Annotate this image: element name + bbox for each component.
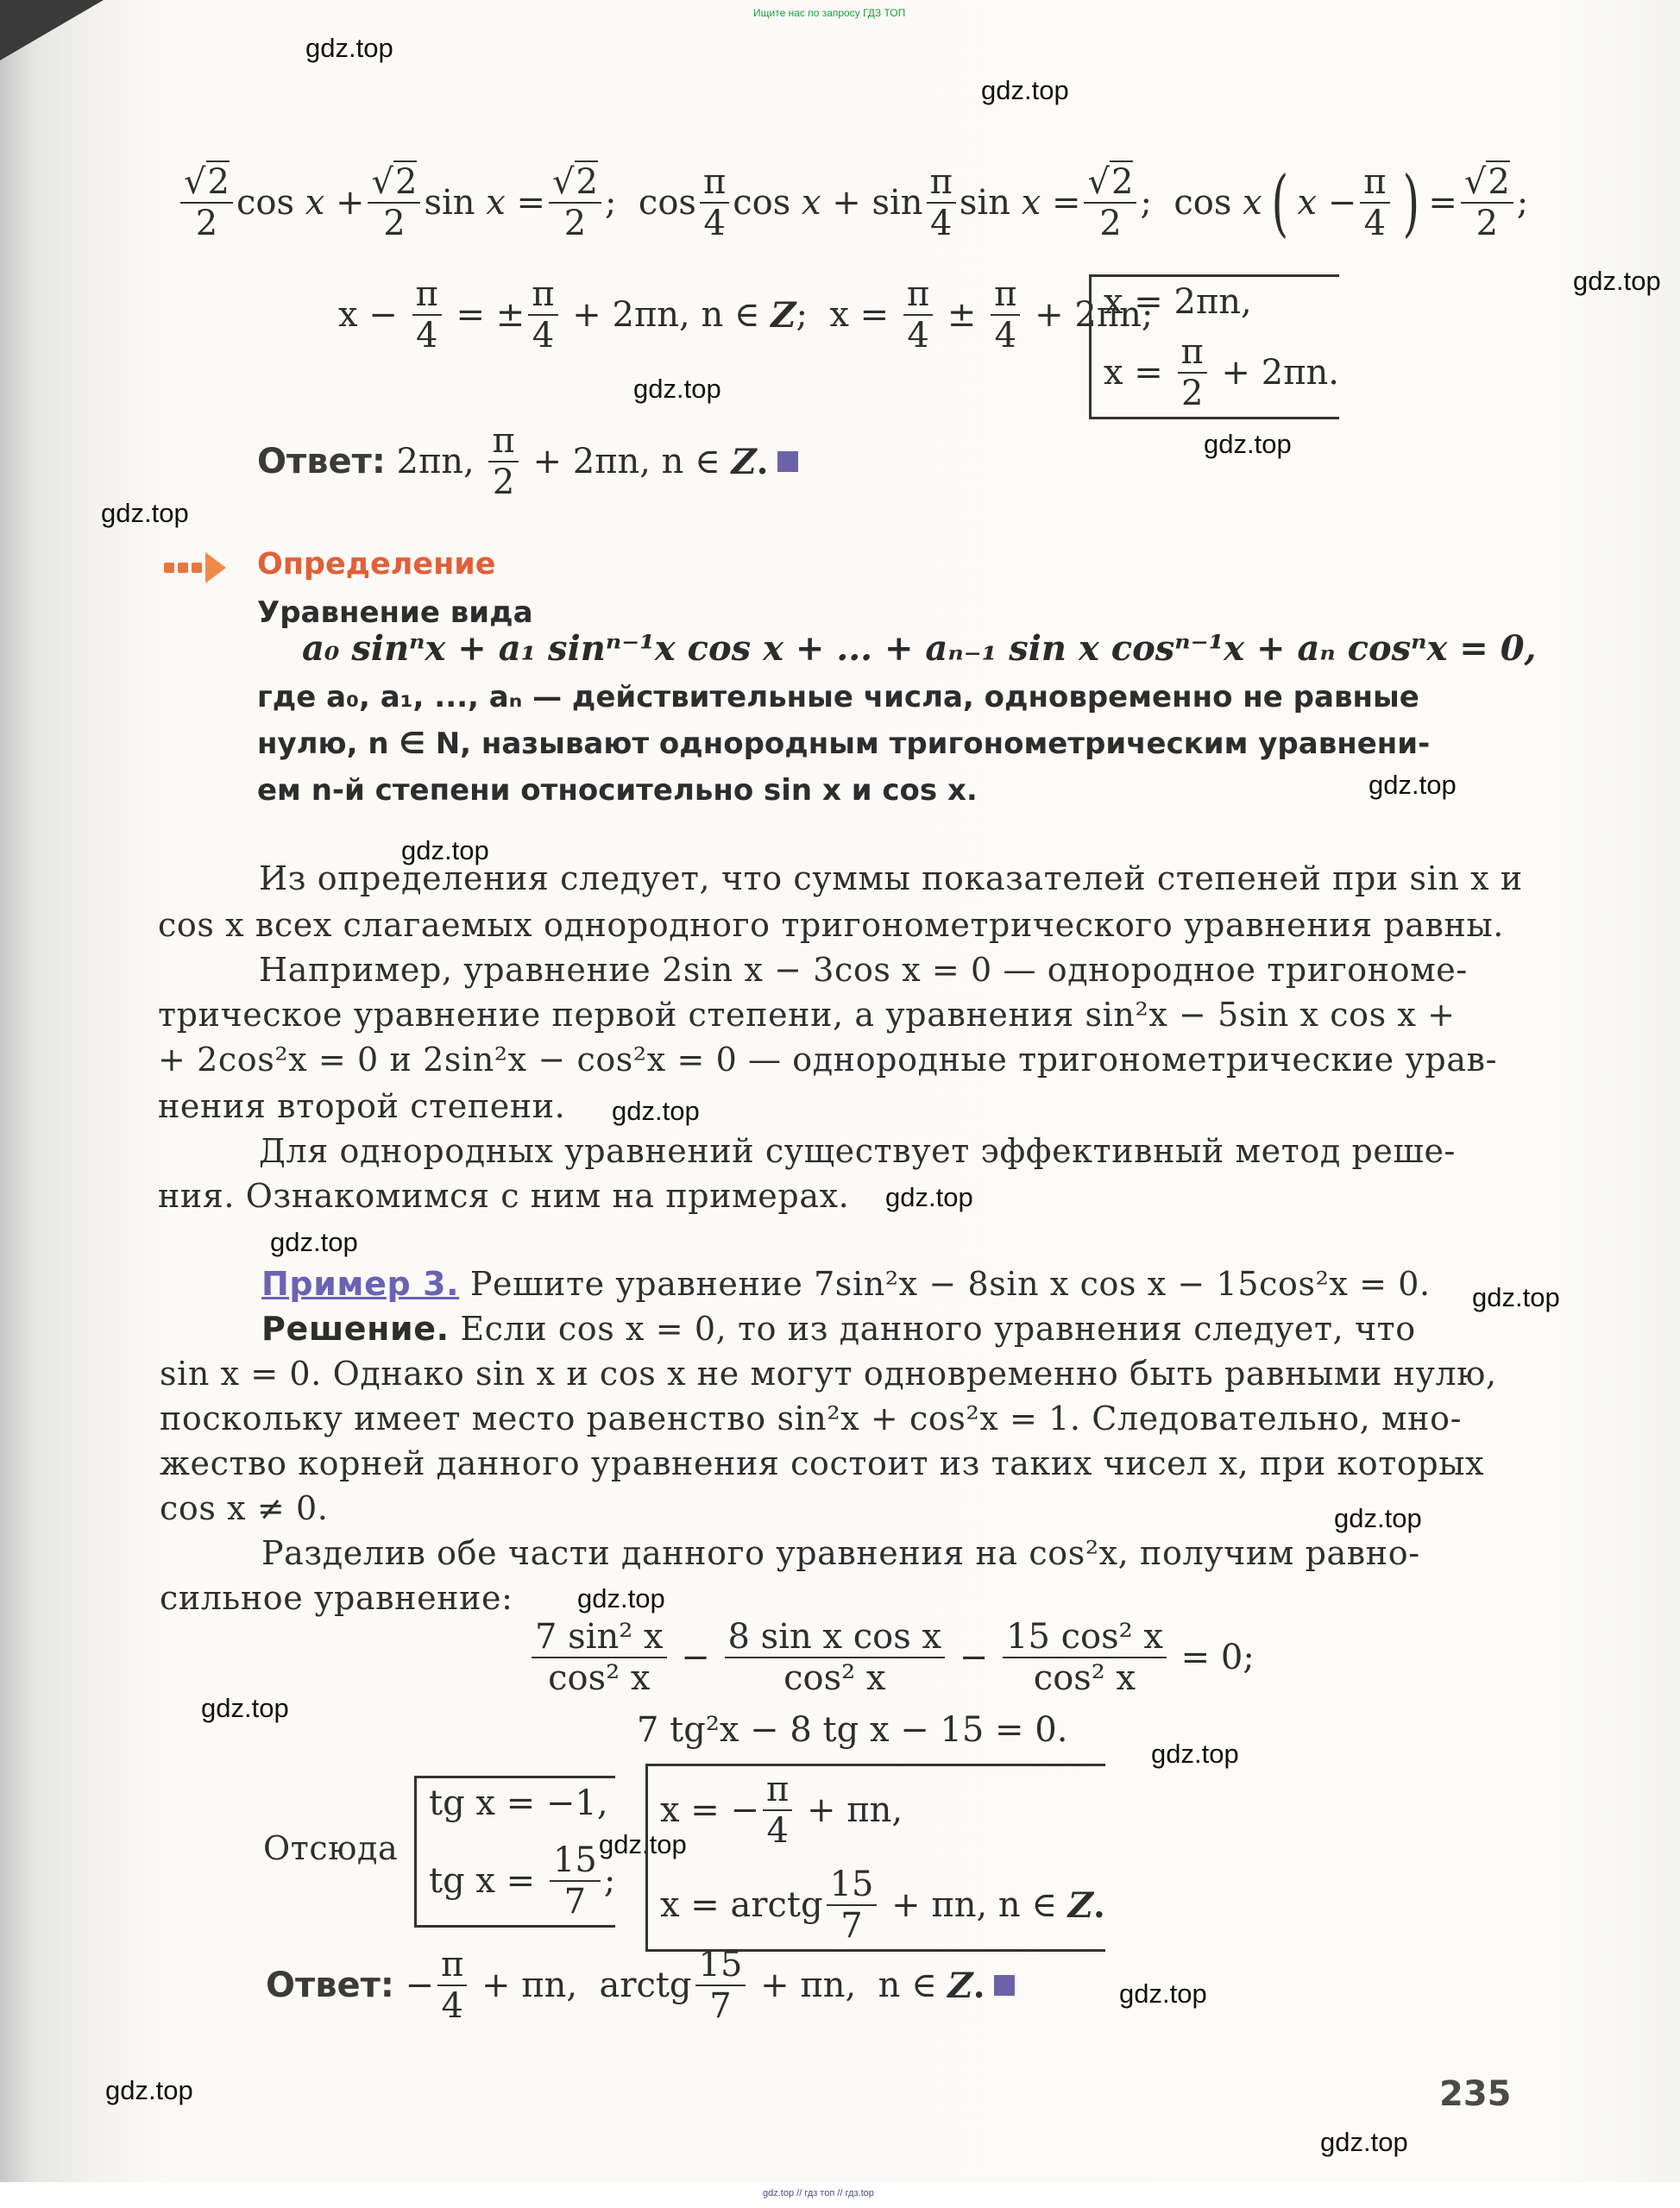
watermark: gdz.top [101, 498, 189, 528]
fraction: $\frac{\pi}{4}$ [528, 276, 557, 354]
solution-line-7: сильное уравнение: [160, 1579, 513, 1617]
fraction: $\frac{\pi}{4}$ [1360, 164, 1389, 242]
tangent-system [414, 1776, 620, 1928]
solution-line-3: поскольку имеет место равенство sin²x + cos²x = 1. Следовательно, мно- [160, 1400, 1463, 1437]
fraction: √ $\frac{2}{2}$ [368, 164, 420, 242]
paragraph-2-line-4: нения второй степени. [158, 1087, 566, 1125]
watermark: gdz.top [1320, 2127, 1408, 2157]
example-3-heading: Пример 3. Решите уравнение 7sin²x − 8sin x cos x − 15cos²x = 0. [261, 1265, 1431, 1303]
fraction: $\frac{15}{7}$ [827, 1866, 878, 1944]
watermark: gdz.top [270, 1227, 358, 1257]
paragraph-2-line-1: Например, уравнение 2sin x − 3cos x = 0 — однородное тригономе- [259, 951, 1468, 989]
paragraph-1-line-1: Из определения следует, что суммы показателей степеней при sin x и [259, 859, 1523, 897]
bracket: x = 2πn, x = $\frac{\pi}{2}$ + 2πn. [1089, 274, 1339, 419]
watermark: gdz.top [1151, 1739, 1239, 1769]
watermark: gdz.top [201, 1693, 289, 1723]
fraction: $\frac{\pi}{2}$ [488, 423, 518, 500]
answer-example-2: Ответ: 2πn, $\frac{\pi}{2}$ + 2πn, n ∈ Z . [257, 423, 798, 500]
solution-line-2: sin x = 0. Однако sin x и cos x не могут одновременно быть равными нулю, [160, 1355, 1497, 1393]
equation-line-2: x − $\frac{\pi}{4}$ = ± $\frac{\pi}{4}$ + 2πn, n ∈ Z ; x = $\frac{\pi}{4}$ ± $\frac{\pi}{4}$ + 2πn; [338, 274, 1154, 355]
watermark: gdz.top [1573, 266, 1661, 296]
definition-line-3: где a₀, a₁, ..., aₙ — действительные числа, одновременно не равные [257, 680, 1419, 714]
fraction: √ $\frac{2}{2}$ [1461, 164, 1513, 242]
definition-arrow-icon [164, 552, 226, 583]
end-of-solution-square-icon [777, 451, 798, 472]
top-note: Ищите нас по запросу ГДЗ ТОП [753, 7, 906, 19]
bottom-note: gdz.top // гдз топ // гдз.top [763, 2188, 874, 2199]
definition-line-5: ем n-й степени относительно sin x и cos x. [257, 773, 978, 808]
equation-line-1: √ $\frac{2}{2}$ cos x + √ $\frac{2}{2}$ sin x = √ $\frac{2}{2}$ ; cos $\frac{\pi}{4}$ cos x + sin $\frac{\pi}{4}$ sin x = √ $\frac{2}{2}$ ; cos x ( x − $\frac{\pi}{4}$ ) = √ $\frac{2}{2}$ ; [177, 164, 1528, 242]
watermark: gdz.top [612, 1096, 700, 1126]
solution-label: Решение. [261, 1310, 450, 1348]
paragraph-2-line-2: трическое уравнение первой степени, а уравнения sin²x − 5sin x cos x + [158, 996, 1456, 1034]
watermark: gdz.top [599, 1829, 687, 1859]
bracket: tg x = −1, tg x = $\frac{15}{7}$ ; [414, 1776, 615, 1928]
watermark: gdz.top [1369, 770, 1457, 800]
fraction: $\frac{\pi}{4}$ [700, 164, 729, 242]
fraction: $\frac{15}{7}$ [550, 1842, 601, 1920]
tangent-equation: 7 tg²x − 8 tg x − 15 = 0. [637, 1710, 1068, 1750]
watermark: gdz.top [105, 2075, 193, 2105]
bracket: x = − $\frac{\pi}{4}$ + πn, x = arctg $\frac{15}{7}$ + πn, n ∈ Z . [645, 1764, 1105, 1952]
watermark: gdz.top [1334, 1503, 1422, 1533]
right-paren-icon: ) [1402, 160, 1419, 245]
fraction: √ $\frac{2}{2}$ [1084, 164, 1136, 242]
fraction: $\frac{\pi}{4}$ [763, 1771, 792, 1849]
paragraph-3-line-2: ния. Ознакомимся с ним на примерах. [158, 1177, 850, 1215]
watermark: gdz.top [1119, 1978, 1207, 2009]
watermark: gdz.top [1204, 429, 1292, 459]
root-system [645, 1764, 1111, 1952]
page-number: 235 [1439, 2074, 1512, 2114]
solution-line-6: Разделив обе части данного уравнения на cos²x, получим равно- [261, 1534, 1420, 1572]
end-of-solution-square-icon [994, 1975, 1015, 1996]
hence-label: Отсюда [263, 1829, 399, 1867]
watermark: gdz.top [305, 33, 393, 63]
fraction: $\frac{\pi}{4}$ [991, 276, 1020, 354]
solution-line-5: cos x ≠ 0. [160, 1489, 329, 1527]
page-corner-shadow [0, 0, 104, 60]
fraction: $\frac{15}{7}$ [695, 1947, 746, 2024]
paragraph-3-line-1: Для однородных уравнений существует эффективный метод реше- [259, 1132, 1456, 1170]
fraction: √ $\frac{2}{2}$ [180, 164, 233, 242]
divided-equation: $\frac{\text{7 sin² x}}{\text{cos² x}}$ − $\frac{\text{8 sin x cos x}}{\text{cos² x}}$ − $\frac{\text{15 cos² x}}{\text{cos² x}}$ = 0; [528, 1619, 1255, 1696]
definition-title: Определение [257, 547, 496, 582]
watermark: gdz.top [577, 1583, 665, 1614]
watermark: gdz.top [633, 374, 721, 404]
left-paren-icon: ( [1271, 160, 1288, 245]
fraction: $\frac{\pi}{4}$ [903, 276, 933, 354]
fraction: √ $\frac{2}{2}$ [549, 164, 601, 242]
fraction: $\frac{\text{8 sin x cos x}}{\text{cos² x}}$ [725, 1619, 946, 1696]
fraction: $\frac{\text{7 sin² x}}{\text{cos² x}}$ [532, 1619, 667, 1696]
definition-line-4: нулю, n ∈ N, называют однородным тригонометрическим уравнени- [257, 727, 1431, 761]
watermark: gdz.top [981, 75, 1069, 105]
paragraph-1-line-2: cos x всех слагаемых однородного тригонометрического уравнения равны. [158, 906, 1504, 944]
fraction: $\frac{\pi}{4}$ [927, 164, 956, 242]
definition-line-1: Уравнение вида [257, 595, 533, 630]
solution-line-1: Решение. Если cos x = 0, то из данного уравнения следует, что [261, 1310, 1416, 1348]
watermark: gdz.top [401, 835, 489, 865]
watermark: gdz.top [1472, 1282, 1560, 1312]
example-label: Пример 3. [261, 1265, 460, 1303]
fraction: $\frac{\pi}{2}$ [1178, 334, 1207, 412]
fraction: $\frac{\pi}{4}$ [437, 1947, 467, 2024]
paragraph-2-line-3: + 2cos²x = 0 и 2sin²x − cos²x = 0 — однородные тригонометрические урав- [158, 1041, 1498, 1079]
solution-set-bracket [1089, 274, 1344, 419]
watermark: gdz.top [885, 1182, 973, 1212]
solution-line-4: жество корней данного уравнения состоит из таких чисел x, при которых [160, 1444, 1485, 1482]
answer-example-3: Ответ: − $\frac{\pi}{4}$ + πn, arctg $\frac{15}{7}$ + πn, n ∈ Z . [266, 1947, 1015, 2024]
definition-formula: a₀ sinⁿx + a₁ sinⁿ⁻¹x cos x + ... + aₙ₋₁ sin x cosⁿ⁻¹x + aₙ cosⁿx = 0, [302, 628, 1537, 669]
fraction: $\frac{\pi}{4}$ [412, 276, 442, 354]
fraction: $\frac{\text{15 cos² x}}{\text{cos² x}}$ [1003, 1619, 1167, 1696]
